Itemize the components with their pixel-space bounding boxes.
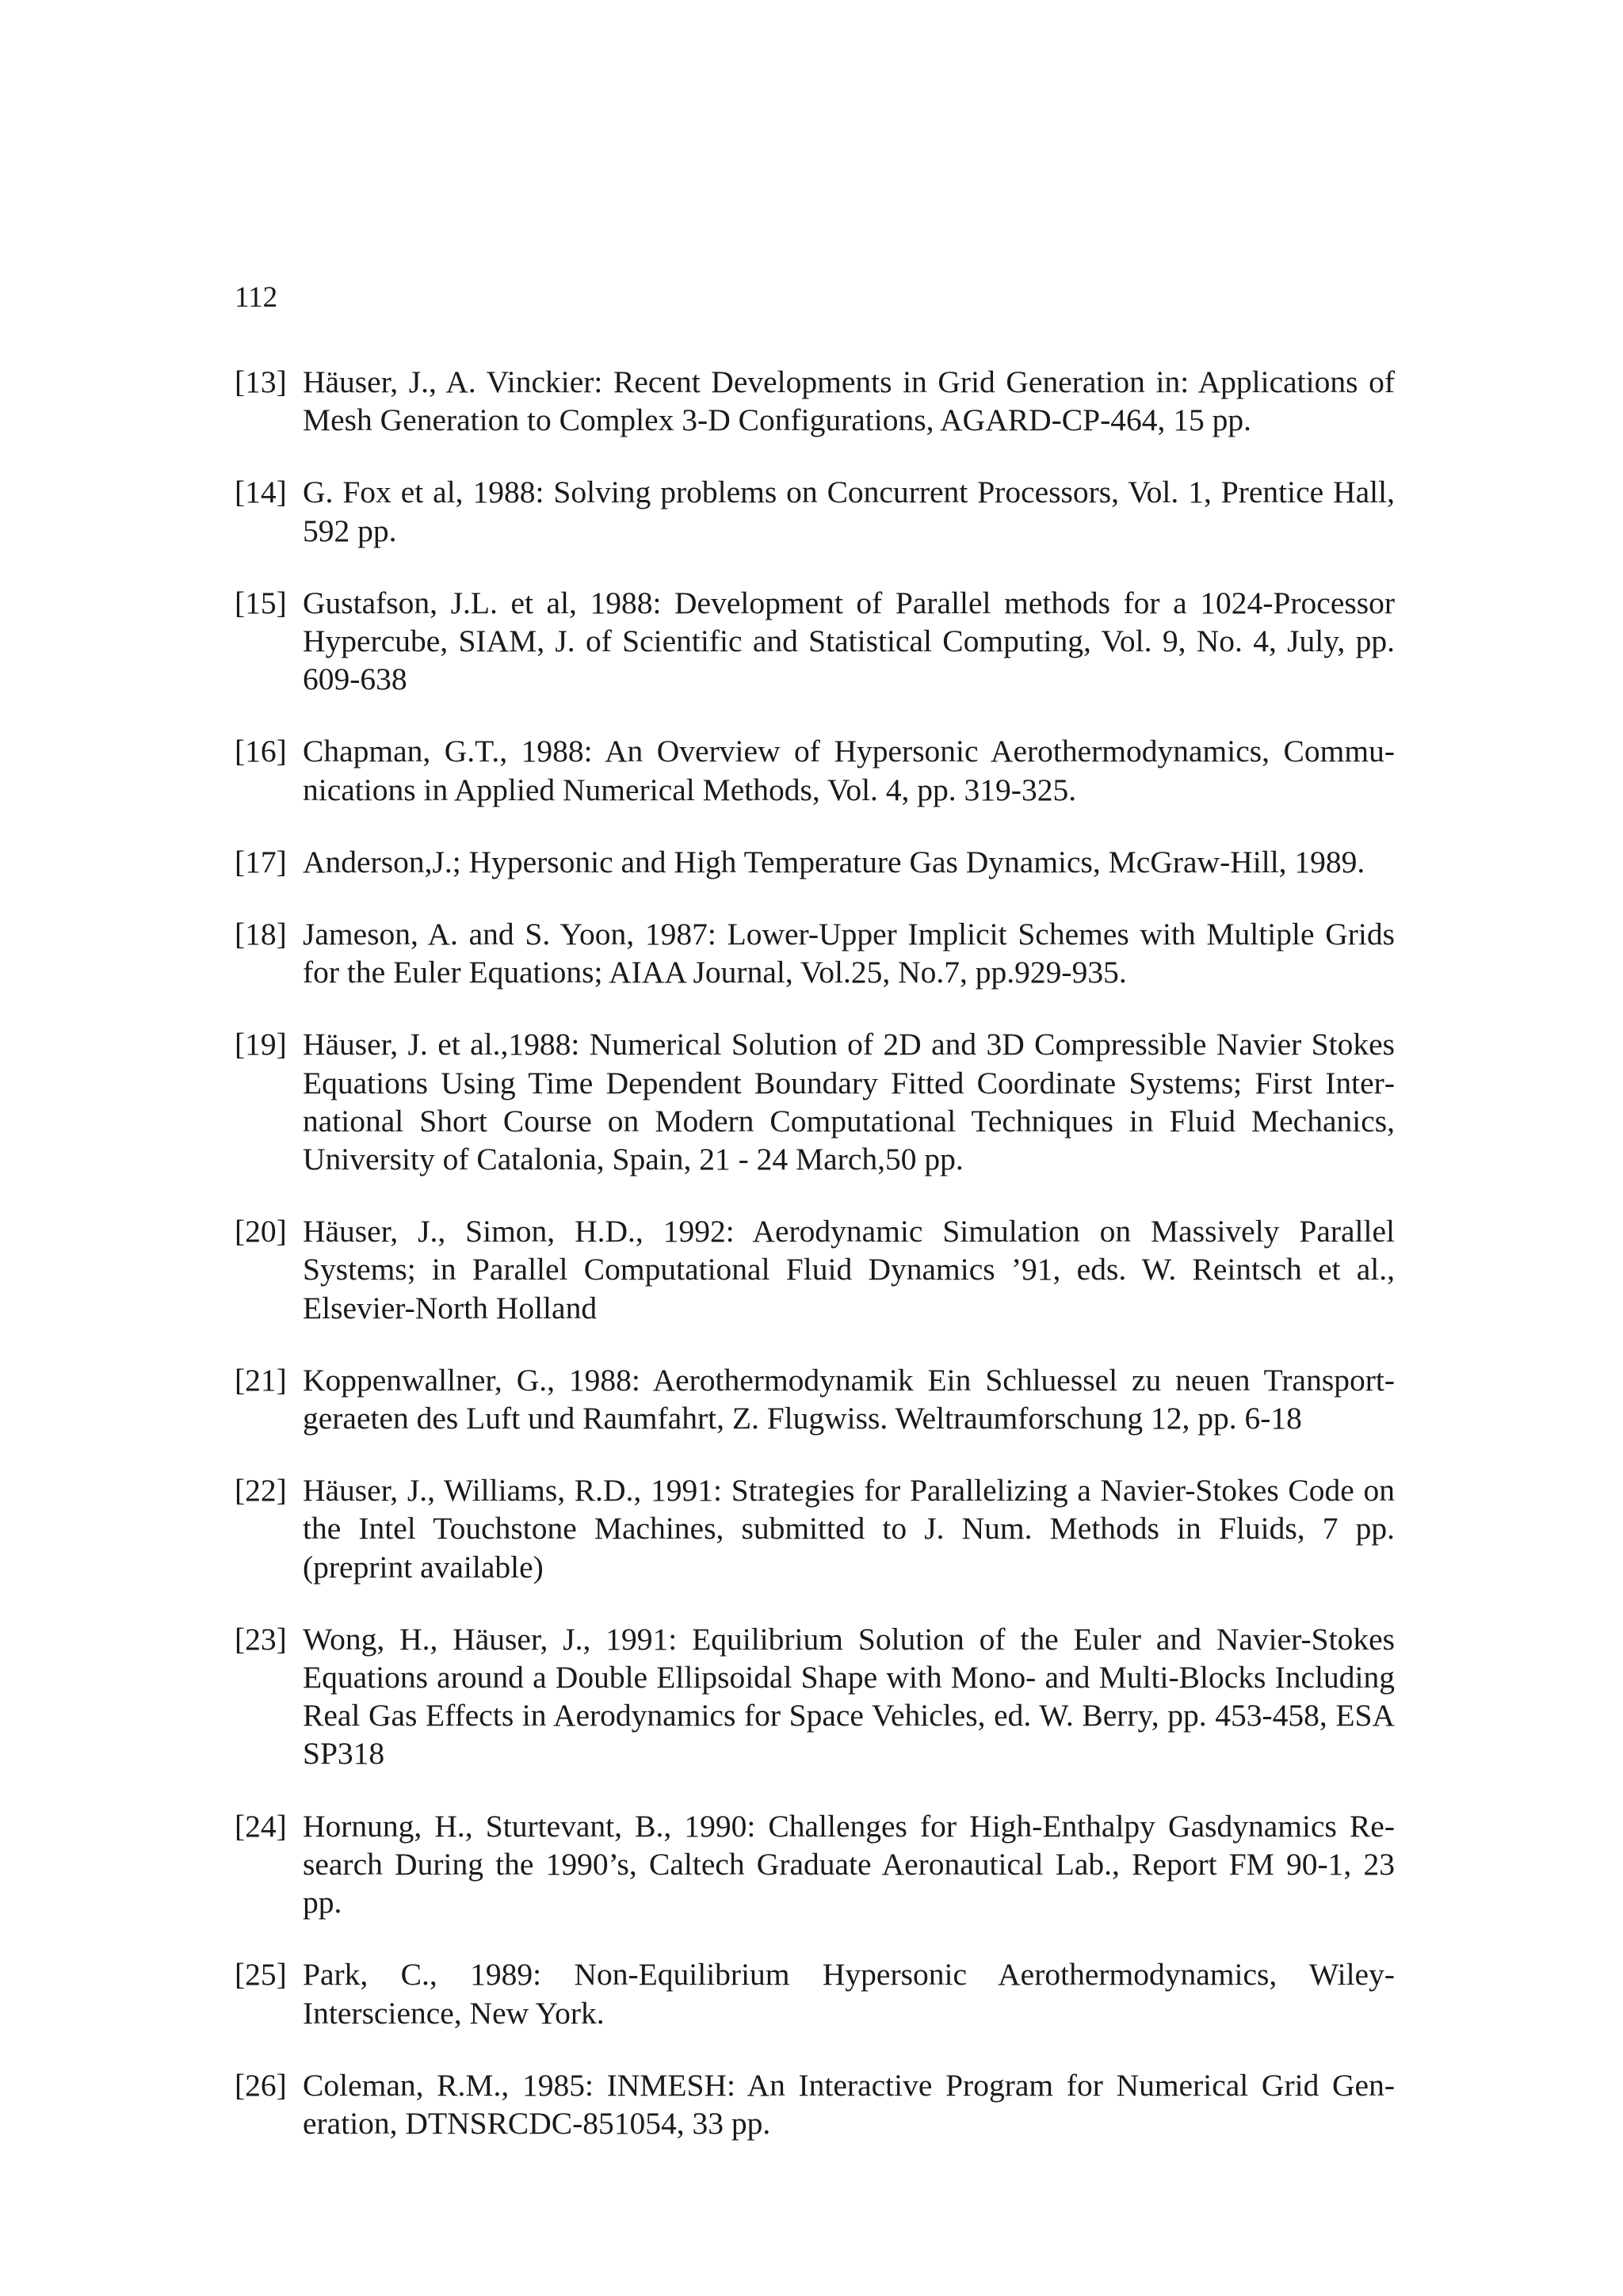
reference-item: [235, 1025, 1395, 1178]
reference-text: Coleman, R.M., 1985: INMESH: An Interactive Program for Numerical Grid Generation, DTNSRCDC-851054, 33 pp.: [303, 2067, 1395, 2141]
reference-item: [235, 1620, 1395, 1773]
reference-item: [235, 915, 1395, 991]
reference-list: [235, 363, 1395, 2176]
reference-text: Häuser, J. et al.,1988: Numerical Solution of 2D and 3D Compressible Navier Stokes Equations Using Time Dependent Boundary Fitted Coordinate Systems; First International Short Course on Modern Computational Techniques in Fluid Mechanics, University of Catalonia, Spain, 21 - 24 March,50 pp.: [303, 1027, 1395, 1177]
reference-number: [18]: [235, 917, 287, 952]
reference-item: [235, 473, 1395, 549]
reference-text: Hornung, H., Sturtevant, B., 1990: Challenges for High-Enthalpy Gasdynamics Research During the 1990’s, Caltech Graduate Aeronautical Lab., Report FM 90-1, 23 pp.: [303, 1808, 1395, 1920]
reference-text: Park, C., 1989: Non-Equilibrium Hypersonic Aerothermodynamics, Wiley-Interscience, New York.: [303, 1957, 1395, 2031]
reference-number: [20]: [235, 1214, 287, 1249]
reference-number: [23]: [235, 1621, 287, 1657]
reference-number: [13]: [235, 364, 287, 399]
reference-text: Häuser, J., A. Vinckier: Recent Developments in Grid Generation in: Applications of Mesh Generation to Complex 3-D Configurations, AGARD-CP-464, 15 pp.: [303, 364, 1395, 438]
reference-item: [235, 584, 1395, 699]
reference-number: [25]: [235, 1957, 287, 1993]
reference-text: G. Fox et al, 1988: Solving problems on Concurrent Processors, Vol. 1, Prentice Hall, 592 pp.: [303, 475, 1395, 548]
reference-text: Wong, H., Häuser, J., 1991: Equilibrium Solution of the Euler and Navier-Stokes Equations around a Double Ellipsoidal Shape with Mono- and Multi-Blocks Including Real Gas Effects in Aerodynamics for Space Vehicles, ed. W. Berry, pp. 453-458, ESA SP318: [303, 1621, 1395, 1772]
reference-number: [14]: [235, 475, 287, 510]
reference-item: [235, 1361, 1395, 1437]
reference-number: [26]: [235, 2067, 287, 2103]
page-number: 112: [235, 281, 278, 314]
reference-text: Häuser, J., Simon, H.D., 1992: Aerodynamic Simulation on Massively Parallel Systems; in Parallel Computational Fluid Dynamics ’91, eds. W. Reintsch et al., Elsevier-North Holland: [303, 1214, 1395, 1325]
reference-number: [17]: [235, 844, 287, 879]
reference-number: [22]: [235, 1473, 287, 1508]
reference-text: Häuser, J., Williams, R.D., 1991: Strategies for Parallelizing a Navier-Stokes Code on the Intel Touchstone Machines, submitted to J. Num. Methods in Fluids, 7 pp. (preprint available): [303, 1473, 1395, 1585]
reference-item: [235, 1471, 1395, 1586]
reference-number: [16]: [235, 734, 287, 769]
reference-item: [235, 1955, 1395, 2031]
reference-number: [24]: [235, 1808, 287, 1844]
reference-item: [235, 732, 1395, 808]
reference-text: Gustafson, J.L. et al, 1988: Development of Parallel methods for a 1024-Processor Hypercube, SIAM, J. of Scientific and Statistical Computing, Vol. 9, No. 4, July, pp. 609-638: [303, 585, 1395, 697]
reference-number: [19]: [235, 1027, 287, 1062]
reference-text: Chapman, G.T., 1988: An Overview of Hypersonic Aerothermodynamics, Communications in Applied Numerical Methods, Vol. 4, pp. 319-325.: [303, 734, 1395, 807]
reference-item: [235, 1212, 1395, 1327]
reference-text: Koppenwallner, G., 1988: Aerothermodynamik Ein Schluessel zu neuen Transportgeraeten des Luft und Raumfahrt, Z. Flugwiss. Weltraumforschung 12, pp. 6-18: [303, 1362, 1395, 1436]
reference-item: [235, 843, 1395, 881]
reference-text: Jameson, A. and S. Yoon, 1987: Lower-Upper Implicit Schemes with Multiple Grids for the Euler Equations; AIAA Journal, Vol.25, No.7, pp.929-935.: [303, 917, 1395, 990]
reference-number: [21]: [235, 1362, 287, 1398]
reference-item: [235, 2066, 1395, 2142]
reference-item: [235, 363, 1395, 439]
reference-text: Anderson,J.; Hypersonic and High Temperature Gas Dynamics, McGraw-Hill, 1989.: [303, 844, 1365, 879]
reference-number: [15]: [235, 585, 287, 620]
reference-item: [235, 1807, 1395, 1922]
